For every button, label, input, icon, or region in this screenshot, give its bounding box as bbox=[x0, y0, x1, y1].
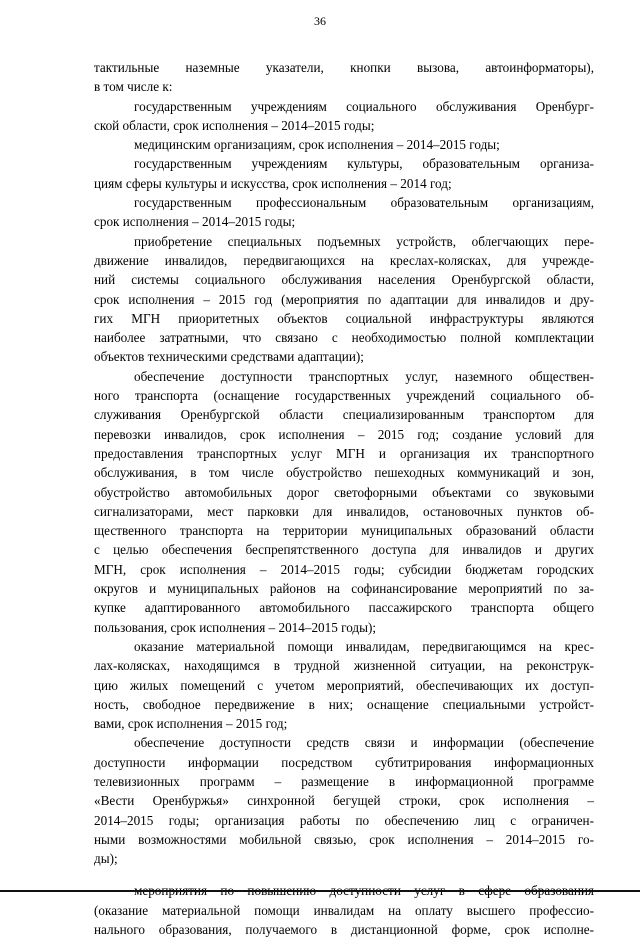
text-line: объектов техническими средствами адаптации); bbox=[94, 349, 364, 365]
paragraph-gap bbox=[94, 868, 594, 881]
text-line: ды); bbox=[94, 851, 118, 867]
text-line: наиболее затратными, что связано с необходимостью полной комплектации bbox=[94, 330, 594, 346]
text-line: государственным учреждениям социального обслуживания Оренбург- bbox=[134, 98, 594, 114]
text-line: лах-колясках, находящимся в трудной жизненной ситуации, на реконструк- bbox=[94, 658, 594, 674]
text-line: МГН, срок исполнения – 2014–2015 годы; субсидии бюджетам городских bbox=[94, 561, 594, 577]
bottom-rule bbox=[0, 890, 640, 892]
text-line: обеспечение доступности средств связи и информации (обеспечение bbox=[134, 735, 594, 751]
text-line: цию жилых помещений с учетом мероприятий, обеспечивающих их доступ- bbox=[94, 677, 594, 693]
text-line: купке адаптированного автомобильного пассажирского транспорта общего bbox=[94, 600, 594, 616]
paragraph bbox=[94, 733, 594, 868]
text-line: ного транспорта (оснащение государственных учреждений социального об- bbox=[94, 388, 594, 404]
text-line: обустройство автомобильных дорог светофорными объектами со звуковыми bbox=[94, 484, 594, 500]
text-line: пользования, срок исполнения – 2014–2015 годы); bbox=[94, 619, 377, 635]
text-line: служивания Оренбургской области специализированным транспортом для bbox=[94, 407, 594, 423]
text-line: приобретение специальных подъемных устройств, облегчающих пере- bbox=[134, 233, 594, 249]
paragraph bbox=[94, 232, 594, 367]
document-body bbox=[94, 58, 594, 939]
text-line: предоставления транспортных услуг МГН и организация их транспортного bbox=[94, 445, 594, 461]
text-line: ской области, срок исполнения – 2014–2015 годы; bbox=[94, 117, 375, 133]
text-line: ными возможностями мобильной связью, срок исполнения – 2014–2015 го- bbox=[94, 831, 594, 847]
text-line: нального образования, получаемого в дистанционной форме, срок исполне- bbox=[94, 922, 594, 938]
text-line: обеспечение доступности транспортных услуг, наземного обществен- bbox=[134, 368, 594, 384]
paragraph bbox=[94, 154, 594, 193]
text-line: гих МГН приоритетных объектов социальной инфраструктуры являются bbox=[94, 310, 594, 326]
text-line: доступности информации посредством субтитрирования информационных bbox=[94, 754, 594, 770]
text-line: срок исполнения – 2015 год (мероприятия по адаптации для инвалидов и дру- bbox=[94, 291, 594, 307]
text-line: щественного транспорта на территории муниципальных образований области bbox=[94, 523, 594, 539]
text-line: округов и муниципальных районов на софинансирование мероприятий по за- bbox=[94, 581, 594, 597]
text-line: оказание материальной помощи инвалидам, передвигающимся на крес- bbox=[134, 638, 594, 654]
text-line: государственным профессиональным образовательным организациям, bbox=[134, 195, 594, 211]
text-line: срок исполнения – 2014–2015 годы; bbox=[94, 214, 296, 230]
text-line: сигнализаторами, мест парковки для инвалидов, остановочных пунктов об- bbox=[94, 503, 594, 519]
text-line: ний системы социального обслуживания населения Оренбургской области, bbox=[94, 272, 594, 288]
paragraph bbox=[94, 367, 594, 637]
text-line: (оказание материальной помощи инвалидам на оплату высшего профессио- bbox=[94, 902, 594, 918]
text-line: в том числе к: bbox=[94, 79, 173, 95]
text-line: с целью обеспечения беспрепятственного доступа для инвалидов и других bbox=[94, 542, 594, 558]
paragraph bbox=[94, 97, 594, 136]
text-line: перевозки инвалидов, срок исполнения – 2015 год; создание условий для bbox=[94, 426, 594, 442]
text-line: медицинским организациям, срок исполнения – 2014–2015 годы; bbox=[134, 137, 500, 153]
text-line: тактильные наземные указатели, кнопки вызова, автоинформаторы), bbox=[94, 60, 594, 75]
paragraph bbox=[94, 637, 594, 733]
text-line: обслуживания, в том числе обустройство пешеходных коммуникаций и зон, bbox=[94, 465, 594, 481]
paragraph bbox=[94, 58, 594, 97]
text-line: движение инвалидов, передвигающихся на креслах-колясках, для учрежде- bbox=[94, 252, 594, 268]
text-line: циям сферы культуры и искусства, срок исполнения – 2014 год; bbox=[94, 175, 452, 191]
page-number: 36 bbox=[314, 14, 326, 28]
text-line: «Вести Оренбуржья» синхронной бегущей строки, срок исполнения – bbox=[94, 793, 594, 809]
text-line: телевизионных программ – размещение в информационной программе bbox=[94, 773, 594, 789]
paragraph bbox=[94, 193, 594, 232]
text-line: вами, срок исполнения – 2015 год; bbox=[94, 716, 288, 732]
text-line: государственным учреждениям культуры, образовательным организа- bbox=[134, 156, 594, 172]
text-line: 2014–2015 годы; организация работы по обеспечению лиц с ограничен- bbox=[94, 812, 594, 828]
paragraph bbox=[94, 135, 594, 154]
text-line: ность, свободное передвижение в них; оснащение специальными устройст- bbox=[94, 696, 594, 712]
